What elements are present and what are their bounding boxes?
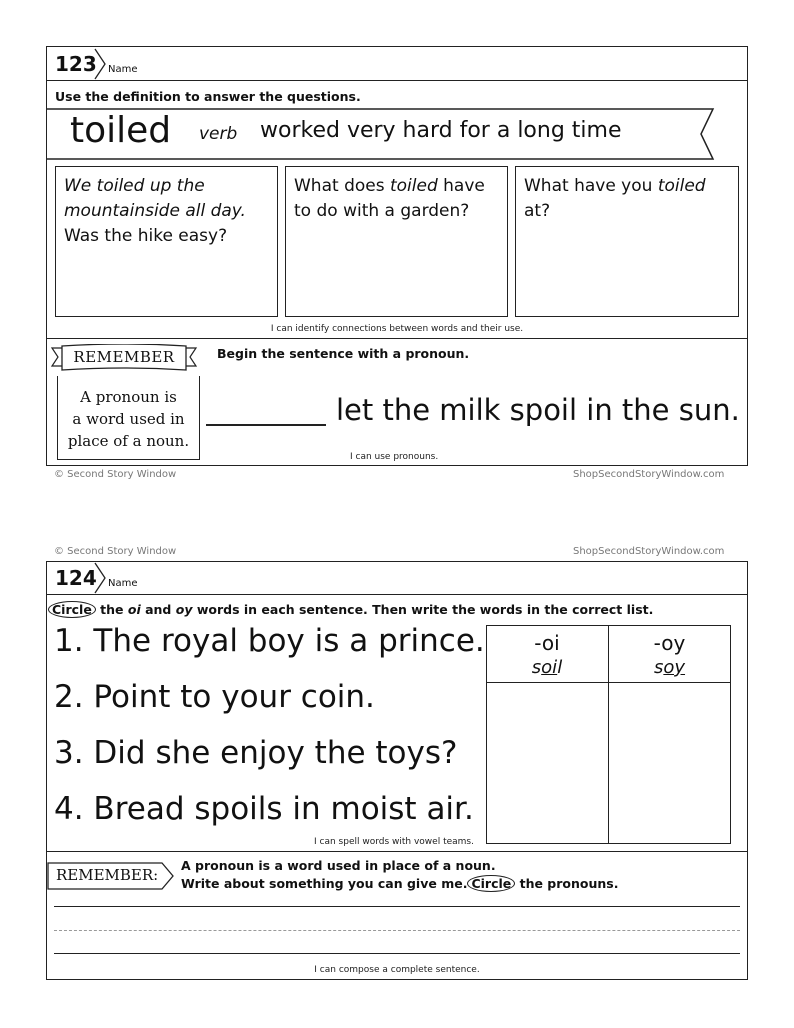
box1-line3: Was the hike easy?	[64, 226, 228, 246]
instruction: Circle the oi and oy words in each sentence. Then write the words in the correct list.	[48, 602, 653, 617]
instruction: Use the definition to answer the questions.	[55, 89, 361, 104]
col-oy-example: soy	[653, 657, 686, 678]
box1-line2: mountainside all day.	[64, 201, 246, 221]
remember-line1: A pronoun is a word used in place of a noun.	[181, 858, 496, 873]
box3-line1: What have you toiled	[524, 176, 706, 196]
name-field[interactable]	[150, 576, 730, 592]
footer-left: © Second Story Window	[54, 469, 177, 480]
can-statement-1: I can spell words with vowel teams.	[314, 837, 474, 847]
box1-line1: We toiled up the	[64, 176, 205, 196]
sentence-1[interactable]: 1. The royal boy is a prince.	[54, 623, 485, 659]
writing-mid-line	[54, 930, 740, 931]
name-field[interactable]	[150, 62, 730, 78]
part-of-speech: verb	[199, 124, 238, 144]
definition: worked very hard for a long time	[260, 118, 622, 143]
remember-line1: A pronoun is	[80, 388, 177, 406]
sentence: let the milk spoil in the sun.	[336, 393, 740, 427]
remember-box	[57, 376, 200, 460]
number-tab-arrow	[94, 562, 108, 594]
name-label: Name	[108, 64, 138, 75]
oi-answer-cell[interactable]	[488, 684, 607, 842]
page-number: 123	[55, 52, 97, 76]
oy-answer-cell[interactable]	[610, 684, 729, 842]
header-left: © Second Story Window	[54, 546, 177, 557]
divider	[46, 594, 748, 595]
number-tab-arrow	[94, 48, 108, 80]
sentence-3[interactable]: 3. Did she enjoy the toys?	[54, 735, 458, 771]
box2-line2: to do with a garden?	[294, 201, 470, 221]
divider	[46, 851, 748, 852]
question-box-3[interactable]	[515, 166, 739, 317]
name-label: Name	[108, 578, 138, 589]
writing-top-line	[54, 906, 740, 907]
remember-line2: Write about something you can give me. Circle the pronouns.	[181, 876, 619, 891]
sentence-4[interactable]: 4. Bread spoils in moist air.	[54, 791, 474, 827]
circle-word: Circle	[48, 601, 96, 618]
divider	[46, 80, 748, 81]
remember-label: REMEMBER:	[56, 866, 159, 884]
can-statement-2: I can compose a complete sentence.	[314, 965, 480, 975]
footer-right: ShopSecondStoryWindow.com	[573, 469, 725, 480]
table-header-line	[486, 682, 731, 683]
vocab-word: toiled	[70, 110, 172, 151]
circle-word: Circle	[467, 875, 515, 892]
remember-banner-text: REMEMBER	[73, 348, 175, 366]
box2-line1: What does toiled have	[294, 176, 485, 196]
writing-base-line	[54, 953, 740, 954]
instruction-2: Begin the sentence with a pronoun.	[217, 346, 470, 361]
question-box-1[interactable]	[55, 166, 278, 317]
writing-area[interactable]	[54, 900, 740, 956]
divider	[46, 338, 748, 339]
col-oi-header: -oi	[534, 631, 560, 655]
col-oy-header: -oy	[653, 631, 686, 655]
can-statement-1: I can identify connections between words and their use.	[270, 324, 524, 334]
sentence-2[interactable]: 2. Point to your coin.	[54, 679, 375, 715]
pronoun-blank[interactable]	[206, 402, 326, 426]
box3-line2: at?	[524, 201, 551, 221]
can-statement-2: I can use pronouns.	[350, 452, 439, 462]
col-oi-example: soil	[531, 657, 563, 678]
remember-line2: a word used in	[72, 410, 185, 428]
question-box-2[interactable]	[285, 166, 508, 317]
remember-line3: place of a noun.	[67, 432, 190, 450]
page-number: 124	[55, 566, 97, 590]
header-right: ShopSecondStoryWindow.com	[573, 546, 725, 557]
